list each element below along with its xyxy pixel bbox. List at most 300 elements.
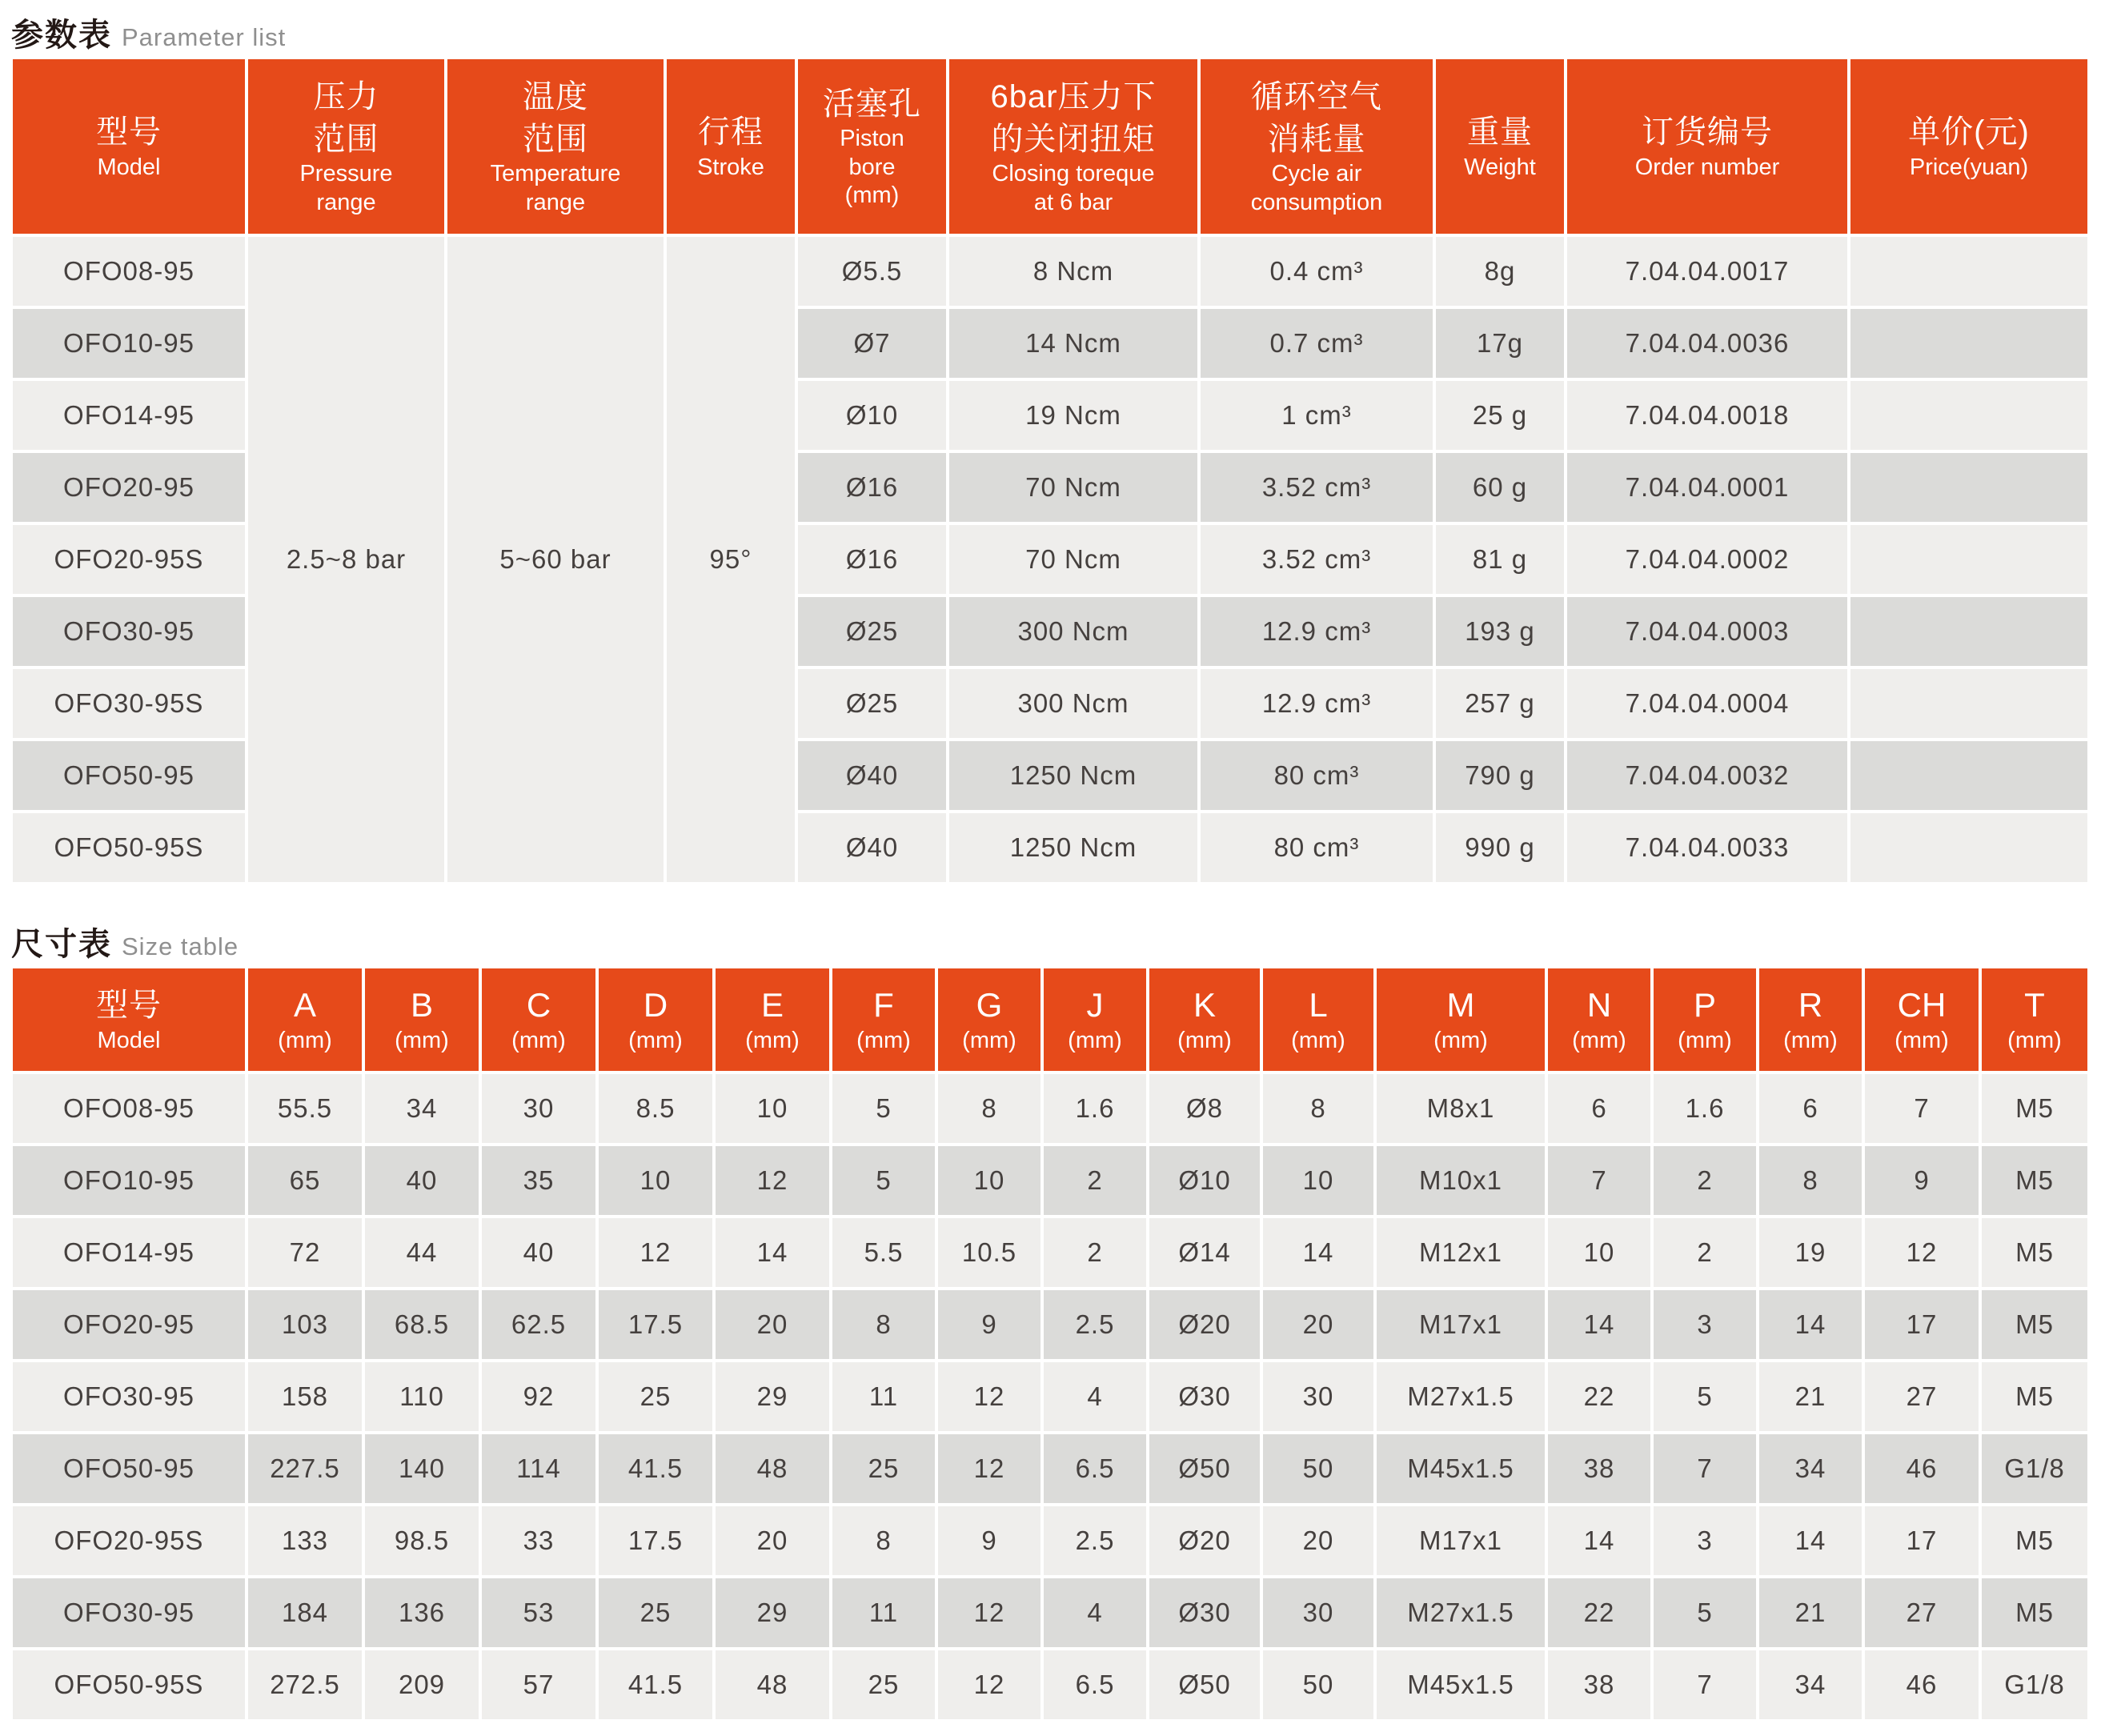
dim-g-cell: 12 [938,1650,1040,1719]
dim-f-cell: 5.5 [832,1218,935,1287]
price-cell [1850,381,2087,450]
order_number-cell: 7.04.04.0002 [1567,525,1847,594]
dim-e-cell: 48 [716,1434,829,1503]
dim-ch-cell: 27 [1865,1578,1979,1647]
header-dim-unit: (mm) [1068,1027,1122,1053]
header-dim-letter: J [1086,986,1104,1024]
dim-f-cell: 8 [832,1290,935,1359]
param-header-model [13,59,245,234]
dim-p-cell: 7 [1654,1650,1756,1719]
dim-a-cell: 158 [248,1362,362,1431]
order_number-cell: 7.04.04.0001 [1567,453,1847,522]
closing_torque-cell: 70 Ncm [949,453,1197,522]
dim-l-cell: 50 [1263,1650,1373,1719]
header-cn-line: 重量 [1467,114,1533,150]
dim-m-cell: M17x1 [1377,1290,1545,1359]
stroke-merged-cell: 95° [667,237,795,882]
header-en-line: (mm) [844,182,900,209]
dim-ch-cell: 7 [1865,1074,1979,1143]
weight-cell: 17g [1436,309,1564,378]
dim-j-cell: 6.5 [1044,1650,1146,1719]
size-header-n [1548,968,1650,1071]
dim-r-cell: 19 [1759,1218,1862,1287]
dim-b-cell: 40 [365,1146,479,1215]
size-row [13,1218,2087,1287]
dim-f-cell: 5 [832,1146,935,1215]
param-header-piston_bore [798,59,946,234]
dim-a-cell: 227.5 [248,1434,362,1503]
dim-c-cell: 62.5 [482,1290,595,1359]
closing_torque-cell: 300 Ncm [949,669,1197,738]
dim-e-cell: 29 [716,1362,829,1431]
cycle_air-cell: 0.4 cm³ [1201,237,1433,306]
dim-f-cell: 25 [832,1434,935,1503]
dim-t-cell: M5 [1982,1218,2087,1287]
header-en-line: Cycle air [1271,161,1362,187]
dim-j-cell: 6.5 [1044,1434,1146,1503]
dim-j-cell: 4 [1044,1578,1146,1647]
weight-cell: 60 g [1436,453,1564,522]
dim-r-cell: 34 [1759,1650,1862,1719]
header-dim-letter: R [1798,986,1823,1024]
header-dim-letter: F [873,986,894,1024]
model-cell: OFO08-95 [13,1074,245,1143]
header-dim-letter: E [760,986,784,1024]
param-header-weight [1436,59,1564,234]
dim-j-cell: 1.6 [1044,1074,1146,1143]
dim-ch-cell: 12 [1865,1218,1979,1287]
dim-f-cell: 25 [832,1650,935,1719]
size-row [13,1434,2087,1503]
header-dim-unit: (mm) [1678,1027,1732,1053]
dim-m-cell: M10x1 [1377,1146,1545,1215]
header-en-line: consumption [1250,189,1383,215]
header-dim-unit: (mm) [628,1027,683,1053]
price-cell [1850,309,2087,378]
dim-n-cell: 38 [1548,1434,1650,1503]
closing_torque-cell: 1250 Ncm [949,813,1197,882]
piston_bore-cell: Ø40 [798,741,946,810]
piston_bore-cell: Ø25 [798,597,946,666]
header-en-line: Order number [1634,154,1780,180]
header-en-line: range [525,189,586,215]
price-cell [1850,525,2087,594]
piston_bore-cell: Ø7 [798,309,946,378]
model-cell: OFO20-95S [13,525,245,594]
header-dim-unit: (mm) [1177,1027,1232,1053]
header-dim-unit: (mm) [962,1027,1016,1053]
dim-r-cell: 6 [1759,1074,1862,1143]
weight-cell: 257 g [1436,669,1564,738]
header-dim-unit: (mm) [1433,1027,1488,1053]
size-header-a [248,968,362,1071]
model-cell: OFO20-95S [13,1506,245,1575]
header-cn-line: 行程 [698,114,764,150]
dim-b-cell: 140 [365,1434,479,1503]
dim-a-cell: 65 [248,1146,362,1215]
header-cn-line: 温度 [523,78,588,114]
dim-b-cell: 44 [365,1218,479,1287]
dim-d-cell: 41.5 [599,1434,712,1503]
dim-ch-cell: 27 [1865,1362,1979,1431]
header-cn-line: 订货编号 [1642,114,1773,150]
param-header-cycle_air [1201,59,1433,234]
model-cell: OFO50-95 [13,741,245,810]
param-header-stroke [667,59,795,234]
cycle_air-cell: 12.9 cm³ [1201,597,1433,666]
header-en-line: Piston [840,126,904,152]
size-row [13,1146,2087,1215]
price-cell [1850,597,2087,666]
dim-n-cell: 22 [1548,1578,1650,1647]
dim-l-cell: 14 [1263,1218,1373,1287]
size-header-f [832,968,935,1071]
dim-g-cell: 10.5 [938,1218,1040,1287]
size-header-p [1654,968,1756,1071]
dim-ch-cell: 46 [1865,1650,1979,1719]
header-dim-unit: (mm) [1572,1027,1626,1053]
dim-g-cell: 9 [938,1506,1040,1575]
size-row [13,1074,2087,1143]
header-dim-letter: L [1309,986,1328,1024]
piston_bore-cell: Ø25 [798,669,946,738]
dim-a-cell: 103 [248,1290,362,1359]
size-header-model [13,968,245,1071]
header-cn-line: 活塞孔 [823,86,921,122]
param-header-price [1850,59,2087,234]
dim-b-cell: 136 [365,1578,479,1647]
closing_torque-cell: 19 Ncm [949,381,1197,450]
header-dim-unit: (mm) [395,1027,449,1053]
dim-a-cell: 55.5 [248,1074,362,1143]
size-header-l [1263,968,1373,1071]
size-header-r [1759,968,1862,1071]
cycle_air-cell: 1 cm³ [1201,381,1433,450]
model-cell: OFO10-95 [13,309,245,378]
size-header-b [365,968,479,1071]
dim-ch-cell: 9 [1865,1146,1979,1215]
dim-c-cell: 40 [482,1218,595,1287]
piston_bore-cell: Ø10 [798,381,946,450]
dim-f-cell: 5 [832,1074,935,1143]
cycle_air-cell: 3.52 cm³ [1201,453,1433,522]
dim-n-cell: 10 [1548,1218,1650,1287]
size-header-d [599,968,712,1071]
dim-n-cell: 14 [1548,1290,1650,1359]
param-header-order_number [1567,59,1847,234]
model-cell: OFO30-95 [13,1362,245,1431]
header-en-line: bore [848,154,896,180]
dim-t-cell: M5 [1982,1290,2087,1359]
weight-cell: 8g [1436,237,1564,306]
dim-t-cell: M5 [1982,1146,2087,1215]
dim-e-cell: 20 [716,1290,829,1359]
dim-m-cell: M12x1 [1377,1218,1545,1287]
order_number-cell: 7.04.04.0017 [1567,237,1847,306]
model-cell: OFO14-95 [13,1218,245,1287]
size-header-e [716,968,829,1071]
dim-a-cell: 72 [248,1218,362,1287]
dim-r-cell: 8 [1759,1146,1862,1215]
dim-l-cell: 50 [1263,1434,1373,1503]
size-header-row [13,968,2087,1071]
dim-b-cell: 209 [365,1650,479,1719]
price-cell [1850,669,2087,738]
dim-p-cell: 3 [1654,1290,1756,1359]
model-cell: OFO08-95 [13,237,245,306]
dim-d-cell: 17.5 [599,1290,712,1359]
dim-m-cell: M27x1.5 [1377,1362,1545,1431]
dim-k-cell: Ø10 [1149,1146,1260,1215]
dim-b-cell: 68.5 [365,1290,479,1359]
header-dim-unit: (mm) [278,1027,332,1053]
size-section-title [11,919,2091,960]
model-cell: OFO14-95 [13,381,245,450]
dim-j-cell: 2.5 [1044,1506,1146,1575]
param-header-closing_torque [949,59,1197,234]
header-en-line: Model [97,1027,161,1053]
dim-n-cell: 38 [1548,1650,1650,1719]
parameter-table [10,56,2091,885]
dim-j-cell: 2.5 [1044,1290,1146,1359]
dim-k-cell: Ø50 [1149,1650,1260,1719]
weight-cell: 25 g [1436,381,1564,450]
dim-g-cell: 12 [938,1434,1040,1503]
piston_bore-cell: Ø16 [798,525,946,594]
dim-c-cell: 57 [482,1650,595,1719]
header-cn-line: 范围 [313,121,379,157]
dim-c-cell: 30 [482,1074,595,1143]
piston_bore-cell: Ø5.5 [798,237,946,306]
model-cell: OFO50-95S [13,1650,245,1719]
size-header-g [938,968,1040,1071]
header-dim-unit: (mm) [2007,1027,2062,1053]
dim-f-cell: 11 [832,1578,935,1647]
dim-f-cell: 11 [832,1362,935,1431]
model-cell: OFO10-95 [13,1146,245,1215]
size-header-c [482,968,595,1071]
header-cn-line: 压力 [313,78,379,114]
dim-e-cell: 48 [716,1650,829,1719]
dim-p-cell: 1.6 [1654,1074,1756,1143]
cycle_air-cell: 0.7 cm³ [1201,309,1433,378]
header-en-line: range [316,189,376,215]
header-en-line: Price(yuan) [1909,154,2029,180]
price-cell [1850,813,2087,882]
header-en-line: Temperature [490,161,621,187]
dim-k-cell: Ø20 [1149,1506,1260,1575]
dim-d-cell: 17.5 [599,1506,712,1575]
dim-e-cell: 29 [716,1578,829,1647]
header-cn-line: 型号 [96,987,162,1023]
dim-r-cell: 14 [1759,1290,1862,1359]
header-cn-line: 的关闭扭矩 [991,121,1156,157]
dim-ch-cell: 17 [1865,1290,1979,1359]
dim-g-cell: 12 [938,1362,1040,1431]
dim-k-cell: Ø20 [1149,1290,1260,1359]
size-row [13,1290,2087,1359]
dim-b-cell: 110 [365,1362,479,1431]
dim-d-cell: 25 [599,1362,712,1431]
header-dim-unit: (mm) [745,1027,800,1053]
dim-g-cell: 9 [938,1290,1040,1359]
dim-r-cell: 21 [1759,1578,1862,1647]
model-cell: OFO30-95 [13,597,245,666]
order_number-cell: 7.04.04.0036 [1567,309,1847,378]
model-cell: OFO30-95 [13,1578,245,1647]
order_number-cell: 7.04.04.0032 [1567,741,1847,810]
dim-t-cell: M5 [1982,1578,2087,1647]
dim-k-cell: Ø8 [1149,1074,1260,1143]
dim-m-cell: M45x1.5 [1377,1650,1545,1719]
header-dim-letter: P [1693,986,1716,1024]
dim-p-cell: 5 [1654,1578,1756,1647]
dim-a-cell: 272.5 [248,1650,362,1719]
dim-k-cell: Ø14 [1149,1218,1260,1287]
dim-e-cell: 20 [716,1506,829,1575]
dim-d-cell: 41.5 [599,1650,712,1719]
header-en-line: at 6 bar [1033,189,1113,215]
header-dim-letter: A [293,986,316,1024]
param-row [13,237,2087,306]
parameter-section-title [11,10,2091,51]
size-table [10,965,2091,1722]
dim-l-cell: 20 [1263,1290,1373,1359]
size-row [13,1506,2087,1575]
order_number-cell: 7.04.04.0018 [1567,381,1847,450]
dim-j-cell: 2 [1044,1146,1146,1215]
size-row [13,1650,2087,1719]
dim-e-cell: 10 [716,1074,829,1143]
dim-t-cell: G1/8 [1982,1650,2087,1719]
header-dim-unit: (mm) [1291,1027,1345,1053]
dim-m-cell: M45x1.5 [1377,1434,1545,1503]
model-cell: OFO20-95 [13,1290,245,1359]
dim-c-cell: 35 [482,1146,595,1215]
dim-g-cell: 8 [938,1074,1040,1143]
param-header-temperature_range [447,59,664,234]
dim-n-cell: 7 [1548,1146,1650,1215]
dim-m-cell: M17x1 [1377,1506,1545,1575]
dim-r-cell: 14 [1759,1506,1862,1575]
dim-j-cell: 4 [1044,1362,1146,1431]
header-cn-line: 范围 [523,121,588,157]
dim-t-cell: M5 [1982,1506,2087,1575]
closing_torque-cell: 14 Ncm [949,309,1197,378]
dim-c-cell: 114 [482,1434,595,1503]
dim-a-cell: 133 [248,1506,362,1575]
dim-a-cell: 184 [248,1578,362,1647]
header-cn-line: 6bar压力下 [990,78,1157,114]
dim-l-cell: 30 [1263,1362,1373,1431]
dim-c-cell: 53 [482,1578,595,1647]
closing_torque-cell: 70 Ncm [949,525,1197,594]
dim-l-cell: 30 [1263,1578,1373,1647]
dim-d-cell: 12 [599,1218,712,1287]
temperature_range-merged-cell: 5~60 bar [447,237,664,882]
dim-m-cell: M8x1 [1377,1074,1545,1143]
header-dim-unit: (mm) [1895,1027,1949,1053]
weight-cell: 193 g [1436,597,1564,666]
price-cell [1850,741,2087,810]
dim-ch-cell: 46 [1865,1434,1979,1503]
dim-p-cell: 5 [1654,1362,1756,1431]
order_number-cell: 7.04.04.0033 [1567,813,1847,882]
dim-p-cell: 3 [1654,1506,1756,1575]
size-section-title-cn: 尺寸表 [11,927,112,962]
model-cell: OFO20-95 [13,453,245,522]
dim-d-cell: 25 [599,1578,712,1647]
size-row [13,1578,2087,1647]
header-cn-line: 单价(元) [1908,114,2030,150]
dim-t-cell: M5 [1982,1074,2087,1143]
dim-k-cell: Ø50 [1149,1434,1260,1503]
size-row [13,1362,2087,1431]
param-header-pressure_range [248,59,444,234]
header-en-line: Model [97,154,161,180]
cycle_air-cell: 12.9 cm³ [1201,669,1433,738]
dim-k-cell: Ø30 [1149,1578,1260,1647]
weight-cell: 990 g [1436,813,1564,882]
header-dim-unit: (mm) [1783,1027,1838,1053]
dim-p-cell: 2 [1654,1146,1756,1215]
header-dim-unit: (mm) [511,1027,566,1053]
dim-t-cell: M5 [1982,1362,2087,1431]
size-header-ch [1865,968,1979,1071]
header-cn-line: 消耗量 [1267,121,1366,157]
header-dim-letter: CH [1897,986,1947,1024]
dim-l-cell: 20 [1263,1506,1373,1575]
cycle_air-cell: 80 cm³ [1201,813,1433,882]
dim-m-cell: M27x1.5 [1377,1578,1545,1647]
dim-b-cell: 98.5 [365,1506,479,1575]
parameter-section-title-en: Parameter list [122,23,287,51]
dim-k-cell: Ø30 [1149,1362,1260,1431]
dim-p-cell: 7 [1654,1434,1756,1503]
model-cell: OFO30-95S [13,669,245,738]
closing_torque-cell: 1250 Ncm [949,741,1197,810]
size-header-m [1377,968,1545,1071]
dim-n-cell: 14 [1548,1506,1650,1575]
header-dim-letter: C [526,986,551,1024]
header-cn-line: 型号 [96,114,162,150]
price-cell [1850,453,2087,522]
header-dim-letter: D [643,986,668,1024]
price-cell [1850,237,2087,306]
size-section-title-en: Size table [122,932,239,960]
order_number-cell: 7.04.04.0003 [1567,597,1847,666]
model-cell: OFO50-95 [13,1434,245,1503]
dim-t-cell: G1/8 [1982,1434,2087,1503]
parameter-section-title-cn: 参数表 [11,18,112,53]
header-en-line: Closing toreque [992,161,1155,187]
dim-g-cell: 10 [938,1146,1040,1215]
dim-f-cell: 8 [832,1506,935,1575]
header-dim-letter: K [1193,986,1216,1024]
model-cell: OFO50-95S [13,813,245,882]
dim-r-cell: 34 [1759,1434,1862,1503]
piston_bore-cell: Ø16 [798,453,946,522]
header-en-line: Stroke [697,154,764,180]
dim-p-cell: 2 [1654,1218,1756,1287]
order_number-cell: 7.04.04.0004 [1567,669,1847,738]
piston_bore-cell: Ø40 [798,813,946,882]
closing_torque-cell: 300 Ncm [949,597,1197,666]
header-dim-letter: M [1446,986,1475,1024]
pressure_range-merged-cell: 2.5~8 bar [248,237,444,882]
dim-n-cell: 6 [1548,1074,1650,1143]
param-header-row [13,59,2087,234]
